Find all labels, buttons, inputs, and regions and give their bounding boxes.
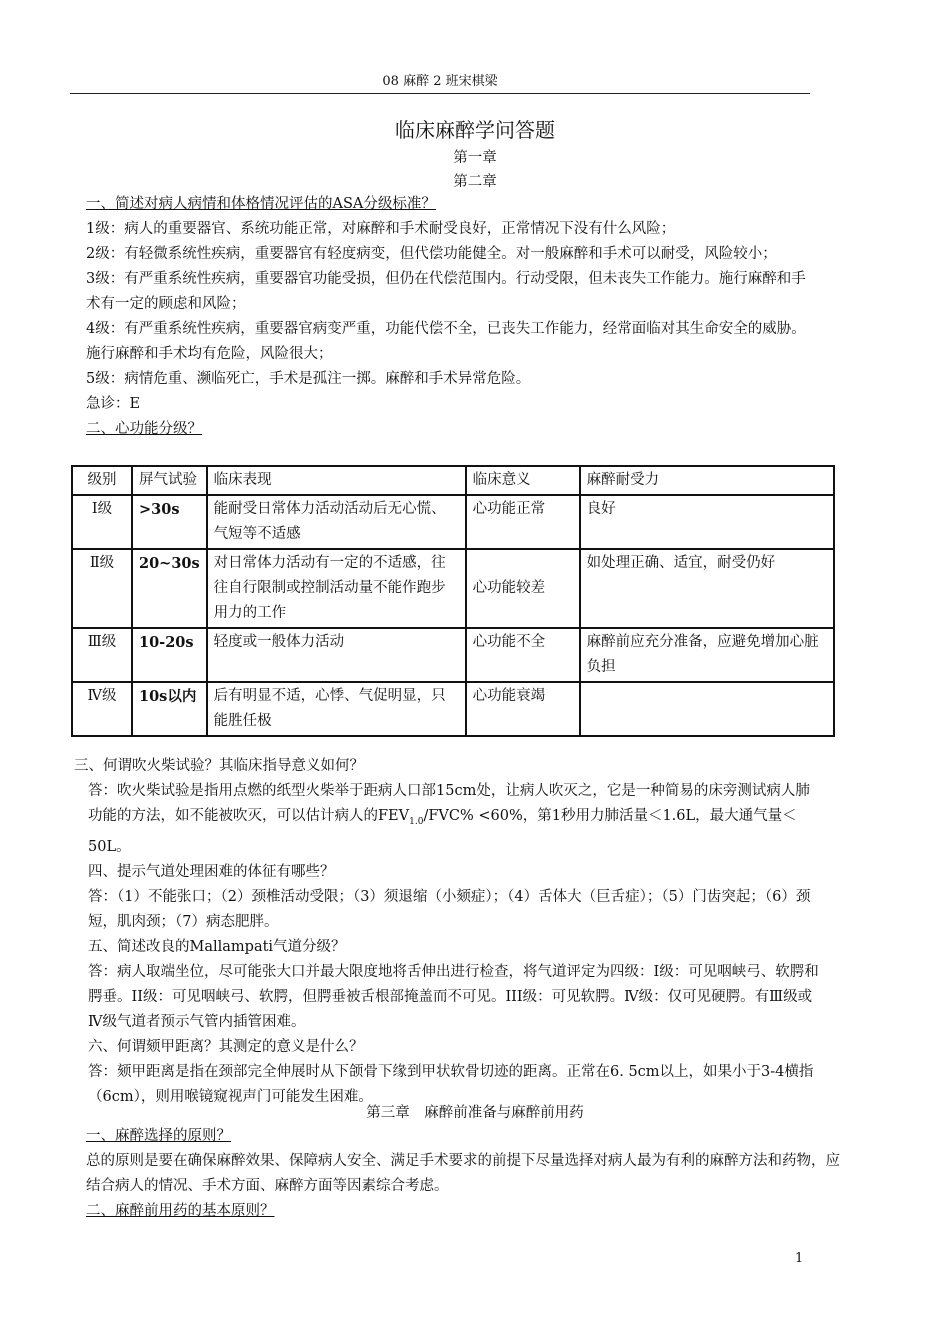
- page-header: 08 麻醉 2 班宋棋梁: [70, 70, 810, 94]
- answer-paragraph: [74, 779, 819, 860]
- table-row: [72, 495, 834, 549]
- table-cell: 后有明显不适，心悸、气促明显，只能胜任极: [207, 682, 466, 736]
- table-row: [72, 549, 834, 628]
- answer-text: 答：吹火柴试验是指用点燃的纸型火柴举于距病人口部15cm处，让病人吹灭之，它是一种简易的床旁测试病人肺功能的方法，如不能被吹灭，可以估计病人的FEV: [88, 783, 810, 824]
- document-title: 临床麻醉学问答题: [395, 118, 555, 142]
- table-cell: Ⅲ级: [72, 628, 132, 682]
- question-heading: 四、提示气道处理困难的体征有哪些？: [88, 863, 335, 880]
- answer-paragraph: 答：颏甲距离是指在颈部完全伸展时从下颌骨下缘到甲状软骨切迹的距离。正常在6. 5cm以上，如果小于3-4横指（6cm），则用喉镜窥视声门可能发生困难。: [88, 1063, 814, 1105]
- header-cell: 临床表现: [207, 466, 466, 495]
- table-cell: Ⅳ级: [72, 682, 132, 736]
- question-heading: 六、何谓颏甲距离？其测定的意义是什么？: [88, 1038, 364, 1055]
- table-cell: 心功能正常: [466, 495, 580, 549]
- asa-grade-2: 2级：有轻微系统性疾病，重要器官有轻度病变，但代偿功能健全。对一般麻醉和手术可以耐受，风险较小；: [86, 246, 777, 262]
- table-cell: Ⅰ级: [72, 495, 132, 549]
- table-cell: 轻度或一般体力活动: [207, 628, 466, 682]
- question-heading: 五、简述改良的Mallampati气道分级？: [88, 938, 346, 955]
- answer-paragraph: 答：（1）不能张口；（2）颈椎活动受限；（3）须退缩（小颏症）；（4）舌体大（巨舌症）；（5）门齿突起；（6）颈短，肌肉颈；（7）病态肥胖。: [88, 888, 811, 930]
- asa-grade-4: 4级：有严重系统性疾病，重要器官病变严重，功能代偿不全，已丧失工作能力，经常面临对其生命安全的威胁。施行麻醉和手术均有危险，风险很大；: [86, 321, 806, 362]
- asa-section: [86, 192, 816, 442]
- table-cell: 10-20s: [132, 628, 207, 682]
- header-cell: 临床意义: [466, 466, 580, 495]
- table-cell: 心功能衰竭: [466, 682, 580, 736]
- question-heading: 二、心功能分级？: [86, 421, 202, 437]
- chapter-1-heading: 第一章: [453, 150, 497, 166]
- header-cell: 屏气试验: [132, 466, 207, 495]
- chapter-3-heading: 第三章 麻醉前准备与麻醉前用药: [366, 1105, 584, 1121]
- table-cell: Ⅱ级: [72, 549, 132, 628]
- table-cell: 如处理正确、适宜，耐受仍好: [580, 549, 834, 628]
- chapter-2-heading: 第二章: [453, 174, 497, 190]
- question-heading: 一、简述对病人病情和体格情况评估的ASA分级标准？: [86, 196, 436, 212]
- questions-3-to-6: [74, 754, 819, 1110]
- asa-grade-5: 5级：病情危重、濒临死亡，手术是孤注一掷。麻醉和手术异常危险。: [86, 371, 531, 387]
- question-heading: 一、麻醉选择的原则？: [86, 1128, 231, 1144]
- table-cell: 心功能较差: [466, 549, 580, 628]
- page-number: 1: [795, 1251, 804, 1266]
- question-heading: 三、何谓吹火柴试验？其临床指导意义如何？: [74, 758, 364, 774]
- table-header-row: [72, 466, 834, 495]
- table-row: [72, 682, 834, 736]
- table-cell: 10s以内: [132, 682, 207, 736]
- header-cell: 麻醉耐受力: [580, 466, 834, 495]
- table-cell: 心功能不全: [466, 628, 580, 682]
- asa-emergency: 急诊：E: [86, 396, 141, 412]
- table-cell: >30s: [132, 495, 207, 549]
- table-row: [72, 628, 834, 682]
- answer-paragraph: 答：病人取端坐位，尽可能张大口并最大限度地将舌伸出进行检查，将气道评定为四级：I级：可见咽峡弓、软腭和腭垂。II级：可见咽峡弓、软腭，但腭垂被舌根部掩盖而不可见。III级：可见软腭。Ⅳ级：仅可见硬腭。有Ⅲ级或Ⅳ级气道者预示气管内插管困难。: [88, 963, 819, 1030]
- chapter-3-section: [86, 1124, 851, 1224]
- asa-grade-1: 1级：病人的重要器官、系统功能正常，对麻醉和手术耐受良好，正常情况下没有什么风险；: [86, 221, 676, 237]
- cardiac-function-table: [71, 465, 835, 737]
- header-cell: 级别: [72, 466, 132, 495]
- table-cell: 麻醉前应充分准备，应避免增加心脏负担: [580, 628, 834, 682]
- table-cell: 对日常体力活动有一定的不适感，往往自行限制或控制活动量不能作跑步用力的工作: [207, 549, 466, 628]
- table-cell: 良好: [580, 495, 834, 549]
- asa-grade-3: 3级：有严重系统性疾病，重要器官功能受损，但仍在代偿范围内。行动受限，但未丧失工作能力。施行麻醉和手术有一定的顾虑和风险；: [86, 271, 806, 312]
- table-cell: 能耐受日常体力活动活动后无心慌、气短等不适感: [207, 495, 466, 549]
- question-heading: 二、麻醉前用药的基本原则？: [86, 1203, 275, 1219]
- subscript-text: 1.0: [409, 816, 424, 827]
- answer-paragraph: 总的原则是要在确保麻醉效果、保障病人安全、满足手术要求的前提下尽量选择对病人最为有利的麻醉方法和药物，应结合病人的情况、手术方面、麻醉方面等因素综合考虑。: [86, 1153, 840, 1194]
- answer-text: /FVC% <60%，第1秒用力肺活量＜1.6L，最大通气量＜50L。: [88, 808, 797, 855]
- table-cell: 20~30s: [132, 549, 207, 628]
- table-cell: [580, 682, 834, 736]
